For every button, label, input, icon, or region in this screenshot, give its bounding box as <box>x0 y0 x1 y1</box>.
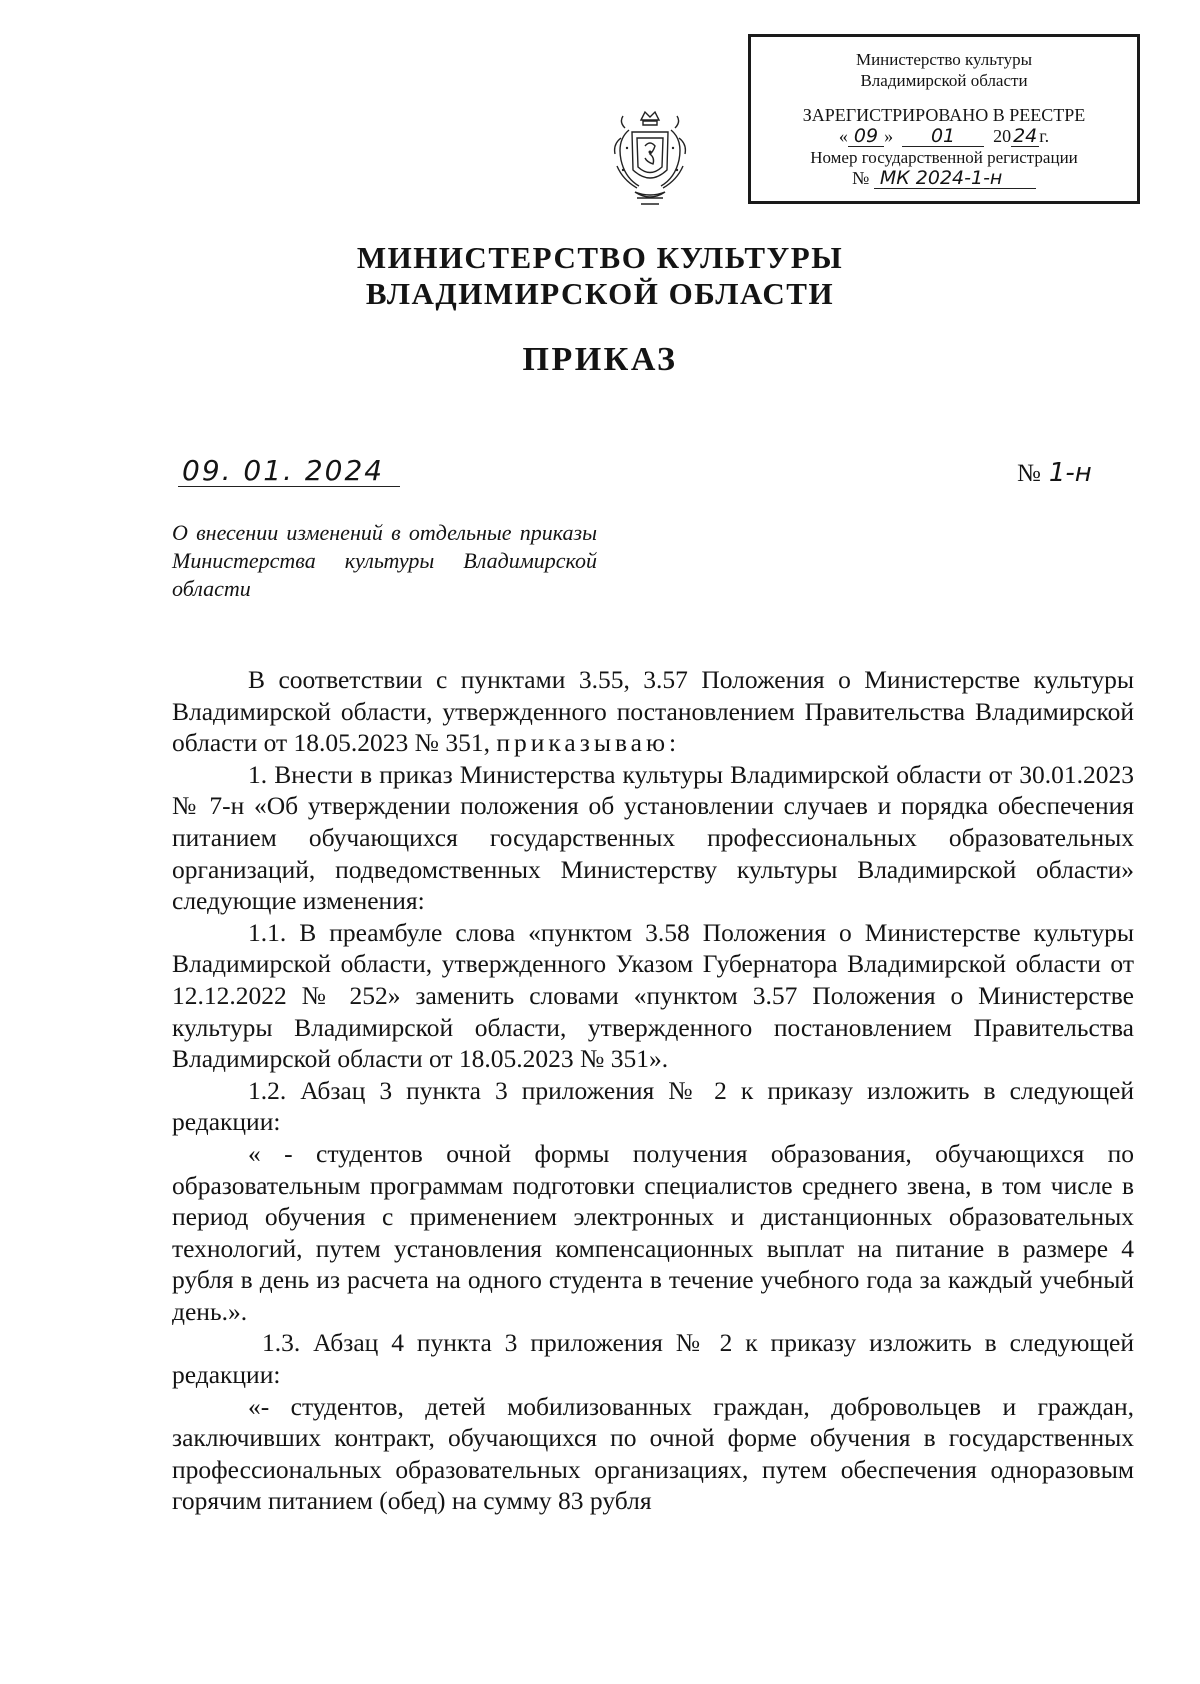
paragraph-1-3-quote: «- студентов, детей мобилизованных граждан, добровольцев и граждан, заключивших контракт, обучающихся по очной форме обучения в государственных профессиональных образовательных организациях, путем обеспечения одноразовым горячим питанием (обед) на сумму 83 рубля <box>172 1391 1134 1516</box>
ministry-heading <box>0 240 1200 312</box>
paragraph-1-2-quote: « - студентов очной формы получения образования, обучающихся по образовательным программам подготовки специалистов среднего звена, в том числе в период обучения с применением электронных и дистанционных образовательных технологий, путем установления компенсационных выплат на питание в размере 4 рубля в день из расчета на одного студента в течение учебного года за каждый учебный день.». <box>172 1138 1134 1326</box>
ministry-line1: МИНИСТЕРСТВО КУЛЬТУРЫ <box>356 240 844 275</box>
stamp-org-line1: Министерство культуры <box>855 50 1033 69</box>
stamp-registered: ЗАРЕГИСТРИРОВАНО В РЕЕСТРЕ <box>802 105 1086 125</box>
stamp-year-suffix: 24 <box>1013 125 1038 147</box>
intro-paragraph <box>172 664 1134 759</box>
stamp-year-unit: г. <box>1039 126 1050 146</box>
order-body <box>172 664 1134 1517</box>
order-number-sign: № <box>1017 460 1041 487</box>
paragraph-1-1: 1.1. В преамбуле слова «пунктом 3.58 Положения о Министерстве культуры Владимирской области, утвержденного Указом Губернатора Владимирской области от 12.12.2022 № 252» заменить словами «пунктом 3.57 Положения о Министерстве культуры Владимирской области, утвержденного постановлением Правительства Владимирской области от 18.05.2023 № 351». <box>172 917 1134 1074</box>
registration-stamp <box>748 34 1140 204</box>
paragraph-1-3: 1.3. Абзац 4 пункта 3 приложения № 2 к приказу изложить в следующей редакции: <box>172 1328 1134 1390</box>
stamp-number-sign: № <box>852 168 870 188</box>
order-subject: О внесении изменений в отдельные приказы Министерства культуры Владимирской области <box>172 520 597 601</box>
paragraph-1-2: 1.2. Абзац 3 пункта 3 приложения № 2 к приказу изложить в следующей редакции: <box>172 1075 1134 1137</box>
ministry-line2: ВЛАДИМИРСКОЙ ОБЛАСТИ <box>365 276 835 311</box>
document-type-title: ПРИКАЗ <box>522 341 678 378</box>
paragraph-1: 1. Внести в приказ Министерства культуры Владимирской области от 30.01.2023 № 7-н «Об утверждении положения об установлении случаев и порядка обеспечения питанием обучающихся государственных профессиональных образовательных организаций, подведомственных Министерству культуры Владимирской области» следующие изменения: <box>172 759 1134 916</box>
intro-resolution: приказываю: <box>496 728 681 758</box>
stamp-day: 09 <box>848 126 884 147</box>
stamp-month: 01 <box>902 126 984 147</box>
stamp-date-line: « 09 » 01 20 24 г. <box>838 125 1050 147</box>
stamp-reg-number: МК 2024-1-н <box>874 168 1036 189</box>
stamp-org-line2: Владимирской области <box>860 71 1028 90</box>
stamp-year-prefix: 20 <box>993 126 1012 146</box>
coat-of-arms-emblem <box>607 108 693 210</box>
order-number-line <box>1017 458 1092 488</box>
order-number: 1-н <box>1048 458 1092 488</box>
intro-text: В соответствии с пунктами 3.55, 3.57 Положения о Министерстве культуры Владимирской области, утвержденного постановлением Правительства Владимирской области от 18.05.2023 № 351, <box>172 665 1134 758</box>
stamp-number-line <box>751 168 1137 189</box>
stamp-reg-number-label: Номер государственной регистрации <box>810 148 1078 167</box>
order-date: 09. 01. 2024 <box>178 456 400 487</box>
